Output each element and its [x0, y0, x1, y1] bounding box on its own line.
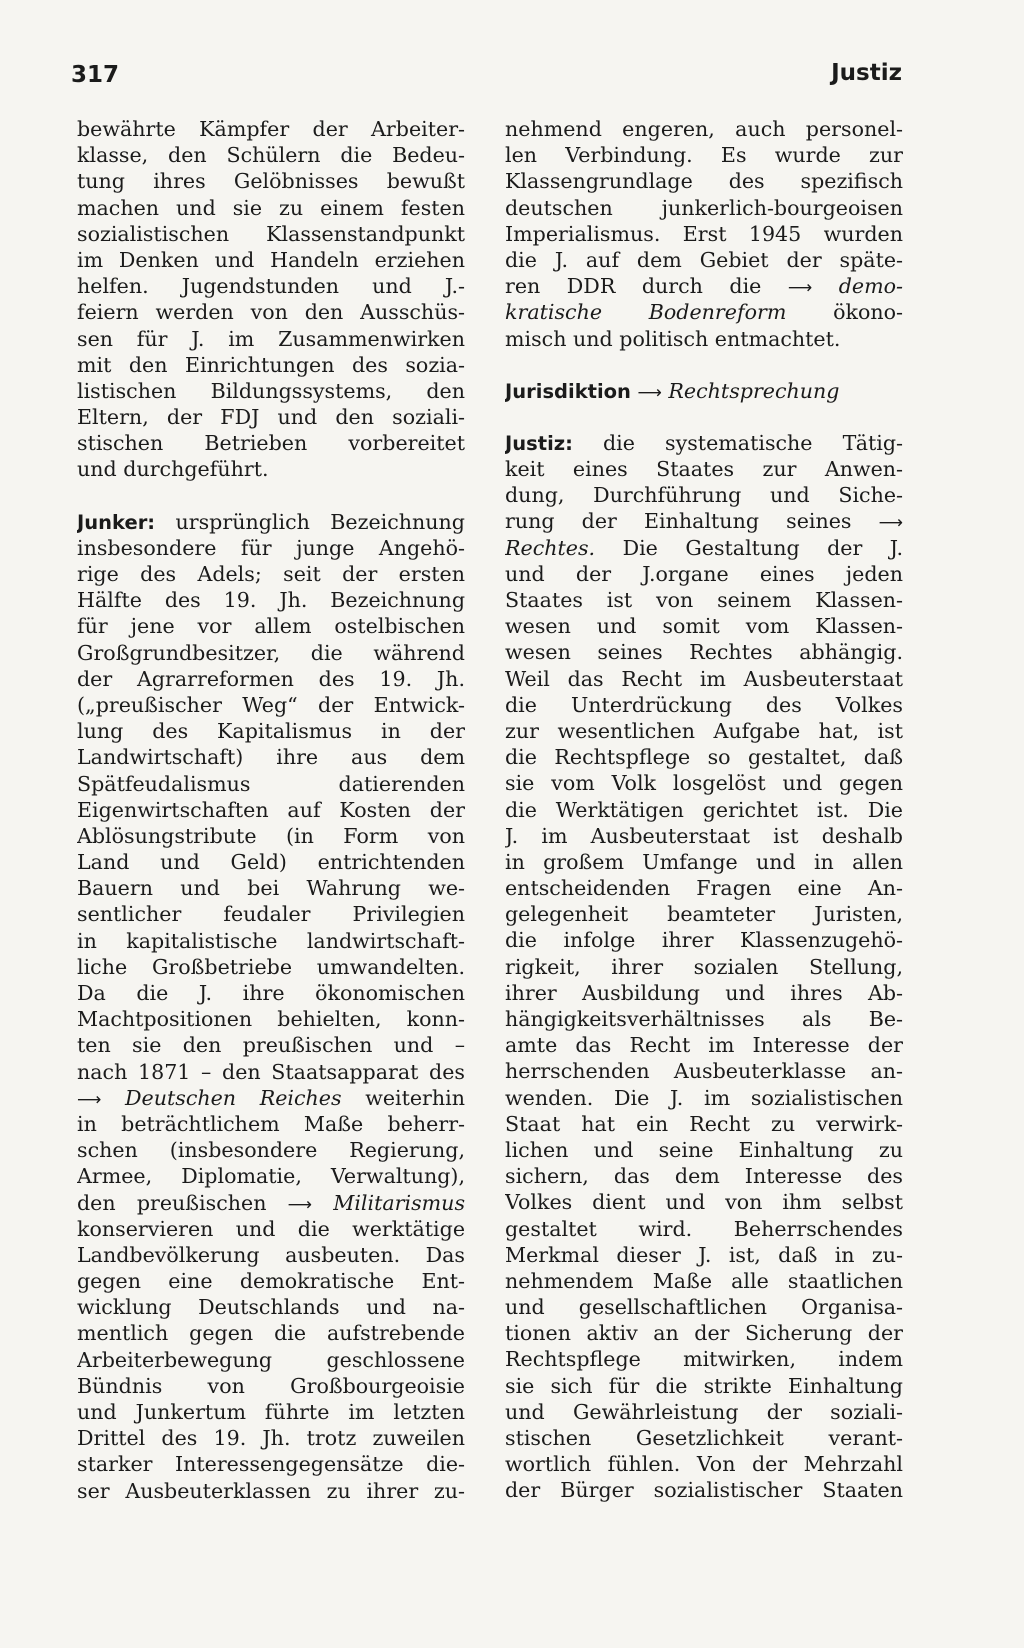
text-line: listischen Bildungssystems, den — [77, 378, 465, 403]
text-line: die Werktätigen gerichtet ist. Die — [505, 797, 903, 822]
text-line: ihrer Ausbildung und ihres Ab- — [505, 980, 903, 1005]
text-line: Weil das Recht im Ausbeuterstaat — [505, 666, 903, 691]
text-line: klasse, den Schülern die Bedeu- — [77, 143, 465, 168]
entry-text: ursprünglich Bezeichnung — [175, 509, 465, 534]
text-line: lung des Kapitalismus in der — [77, 719, 465, 744]
text-line: Landbevölkerung ausbeuten. Das — [77, 1242, 465, 1267]
text-line: wesen seines Rechtes abhängig. — [505, 640, 903, 665]
text-line: amte das Recht im Interesse der — [505, 1033, 903, 1058]
text-line: wicklung Deutschlands und na- — [77, 1295, 465, 1320]
text-line: Spätfeudalismus datierenden — [77, 771, 465, 796]
entry-text: ökono- — [833, 300, 903, 325]
xref-militarismus[interactable]: Militarismus — [333, 1190, 465, 1215]
text-line: der Agrarreformen des 19. Jh. — [77, 666, 465, 691]
xref-deutschen-reiches[interactable]: Deutschen Reiches — [125, 1085, 342, 1110]
headword-jurisdiktion: Jurisdiktion — [505, 379, 631, 403]
junker-body-b — [77, 1111, 465, 1190]
headword-justiz: Justiz: — [505, 431, 573, 455]
text-line: sichern, das dem Interesse des — [505, 1164, 903, 1189]
text-line: in großem Umfange und in allen — [505, 849, 903, 874]
text-line: Staat hat ein Recht zu verwirk- — [505, 1111, 903, 1136]
text-line: herrschenden Ausbeuterklasse an- — [505, 1059, 903, 1084]
xref-demokratische-bodenreform-a[interactable]: demo- — [838, 274, 903, 299]
text-line: Großgrundbesitzer, die während — [77, 640, 465, 665]
text-line: Landwirtschaft) ihre aus dem — [77, 745, 465, 770]
text-line: Eigenwirtschaften auf Kosten der — [77, 797, 465, 822]
text-line: Land und Geld) entrichtenden — [77, 850, 465, 875]
entry-text: die systematische Tätig- — [603, 430, 903, 455]
text-line: deutschen junkerlich-bourgeoisen — [505, 195, 903, 220]
text-line: und gesellschaftlichen Organisa- — [505, 1295, 903, 1320]
text-line: Drittel des 19. Jh. trotz zuweilen — [77, 1426, 465, 1451]
text-line: J. im Ausbeuterstaat ist deshalb — [505, 823, 903, 848]
text-line: Da die J. ihre ökonomischen — [77, 981, 465, 1005]
entry-text: den preußischen — [77, 1190, 267, 1215]
text-line: Volkes dient und von ihm selbst — [505, 1190, 903, 1215]
text-line: Imperialismus. Erst 1945 wurden — [505, 221, 903, 246]
entry-text: misch und politisch entmachtet. — [505, 326, 841, 351]
text-line: die infolge ihrer Klassenzugehö- — [505, 928, 903, 953]
text-line: dung, Durchführung und Siche- — [505, 483, 903, 508]
text-line: mentlich gegen die aufstrebende — [77, 1321, 465, 1346]
text-line: gelegenheit beamteter Juristen, — [505, 902, 903, 927]
text-line: lichen und seine Einhaltung zu — [505, 1137, 903, 1162]
entry-text: ren DDR durch die — [505, 274, 762, 299]
text-line: sentlicher feudaler Privilegien — [77, 902, 465, 927]
text-line: Ablösungstribute (in Form von — [77, 823, 465, 848]
text-line: rigkeit, ihrer sozialen Stellung, — [505, 954, 903, 979]
text-line: Machtpositionen behielten, konn- — [77, 1007, 465, 1032]
text-line: die Rechtspflege so gestaltet, daß — [505, 745, 903, 770]
text-line: tung ihres Gelöbnisses bewußt — [77, 169, 465, 194]
text-line: in kapitalistische landwirtschaft- — [77, 928, 465, 953]
junker-body-a — [77, 535, 465, 1085]
text-line: für jene vor allem ostelbischen — [77, 614, 465, 639]
text-line: und der J.organe eines jeden — [505, 561, 903, 586]
xref-rechtsprechung[interactable]: Rechtsprechung — [668, 378, 840, 403]
junker-body-c — [77, 1216, 465, 1504]
entry-text: Die Gestaltung der J. — [622, 535, 903, 560]
text-line: Hälfte des 19. Jh. Bezeichnung — [77, 588, 465, 613]
arrow-icon: ⟶ — [878, 513, 903, 534]
text-line: gestaltet wird. Beherrschendes — [505, 1216, 903, 1241]
text-line: Merkmal dieser J. ist, daß in zu- — [505, 1242, 903, 1267]
jugendweihe-continuation — [77, 116, 465, 483]
text-line: Staates ist von seinem Klassen- — [505, 588, 903, 612]
text-line: und Gewährleistung der soziali- — [505, 1399, 903, 1424]
text-line: stischen Betrieben vorbereitet — [77, 431, 465, 456]
text-line: len Verbindung. Es wurde zur — [505, 143, 903, 168]
justiz-body-b — [505, 561, 903, 1504]
text-line: („preußischer Weg“ der Entwick- — [77, 692, 465, 717]
text-line: Rechtspflege mitwirken, indem — [505, 1347, 903, 1372]
arrow-icon: ⟶ — [287, 1194, 313, 1215]
text-line: keit eines Staates zur Anwen- — [505, 457, 903, 482]
junker-continuation — [505, 116, 903, 352]
text-line: rige des Adels; seit der ersten — [77, 562, 465, 586]
text-line: und Junkertum führte im letzten — [77, 1400, 465, 1424]
text-line: nehmendem Maße alle staatlichen — [505, 1268, 903, 1293]
text-line: feiern werden von den Ausschüs- — [77, 300, 465, 325]
junker-continuation-body — [505, 116, 903, 273]
text-line: Armee, Diplomatie, Verwaltung), — [77, 1164, 465, 1189]
text-line: sen für J. im Zusammenwirken — [77, 326, 465, 351]
text-line: der Bürger sozialistischer Staaten — [505, 1478, 903, 1503]
text-line: in beträchtlichem Maße beherr- — [77, 1111, 465, 1136]
text-line: nehmend engeren, auch personel- — [505, 117, 903, 141]
left-column — [77, 116, 465, 1504]
text-line: schen (insbesondere Regierung, — [77, 1138, 465, 1163]
text-line: Klassengrundlage des spezifisch — [505, 169, 903, 194]
text-line: wenden. Die J. im sozialistischen — [505, 1085, 903, 1110]
text-line: tionen aktiv an der Sicherung der — [505, 1321, 903, 1346]
text-line: Bauern und bei Wahrung we- — [77, 876, 465, 901]
page-number: 317 — [71, 62, 120, 88]
arrow-icon: ⟶ — [787, 278, 813, 299]
text-line: zur wesentlichen Aufgabe hat, ist — [505, 718, 903, 743]
text-line: sie sich für die strikte Einhaltung — [505, 1373, 903, 1398]
text-line: ten sie den preußischen und – — [77, 1033, 465, 1058]
text-line: gegen eine demokratische Ent- — [77, 1269, 465, 1294]
justiz-body-a — [505, 456, 903, 508]
entry-junker — [77, 509, 465, 1504]
text-line: sie vom Volk losgelöst und gegen — [505, 771, 903, 796]
text-line: machen und sie zu einem festen — [77, 195, 465, 220]
entry-jurisdiktion — [505, 378, 903, 404]
text-line: und durchgeführt. — [77, 457, 269, 482]
xref-rechtes[interactable]: Rechtes. — [505, 535, 596, 560]
entry-justiz — [505, 430, 903, 1504]
text-line: sozialistischen Klassenstandpunkt — [77, 221, 465, 246]
text-line: insbesondere für junge Angehö- — [77, 535, 465, 560]
text-line: entscheidenden Fragen eine An- — [505, 876, 903, 901]
text-line: die Unterdrückung des Volkes — [505, 692, 903, 717]
text-line: nach 1871 – den Staatsapparat des — [77, 1059, 465, 1084]
text-line: die J. auf dem Gebiet der späte- — [505, 247, 903, 272]
arrow-icon: ⟶ — [637, 382, 662, 403]
xref-demokratische-bodenreform-b[interactable]: kratische Bodenreform — [505, 300, 787, 325]
headword-junker: Junker: — [77, 510, 156, 534]
text-line: stischen Gesetzlichkeit verant- — [505, 1426, 903, 1450]
entry-text: weiterhin — [365, 1085, 465, 1110]
running-head: Justiz — [831, 60, 902, 86]
arrow-icon: ⟶ — [77, 1089, 102, 1110]
text-line: bewährte Kämpfer der Arbeiter- — [77, 117, 465, 141]
text-line: Bündnis von Großbourgeoisie — [77, 1373, 465, 1398]
text-line: wesen und somit vom Klassen- — [505, 614, 903, 639]
text-line: Eltern, der FDJ und den soziali- — [77, 405, 465, 430]
text-line: liche Großbetriebe umwandelten. — [77, 954, 465, 979]
right-column — [505, 116, 903, 1504]
text-line: starker Interessengegensätze die- — [77, 1452, 465, 1477]
text-line: konservieren und die werktätige — [77, 1216, 465, 1241]
text-line: wortlich fühlen. Von der Mehrzahl — [505, 1452, 903, 1477]
text-line: im Denken und Handeln erziehen — [77, 247, 465, 272]
text-line: ser Ausbeuterklassen zu ihrer zu- — [77, 1478, 465, 1503]
text-line: mit den Einrichtungen des sozia- — [77, 352, 465, 377]
entry-text: rung der Einhaltung seines — [505, 509, 852, 534]
text-line: Arbeiterbewegung geschlossene — [77, 1347, 465, 1372]
text-line: hängigkeitsverhältnisses als Be- — [505, 1007, 903, 1031]
text-line: helfen. Jugendstunden und J.- — [77, 274, 465, 299]
